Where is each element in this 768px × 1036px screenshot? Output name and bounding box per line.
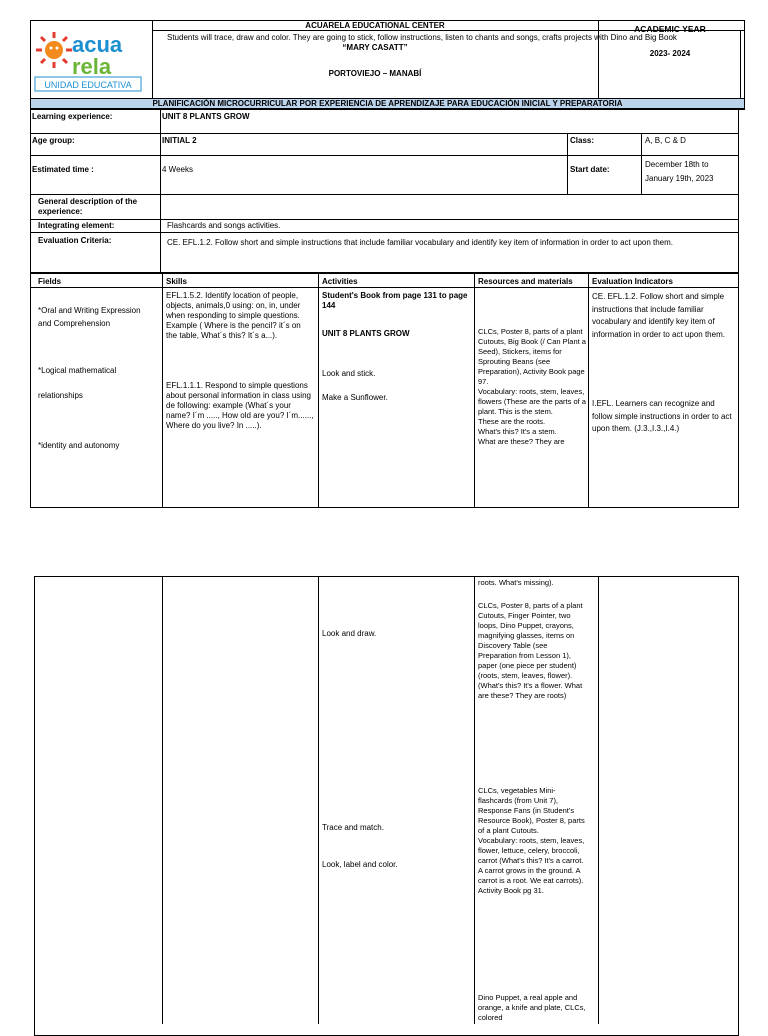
header-description: Students will trace, draw and color. They are going to stick, follow instructions, listen to chants and songs, crafts projects with Dino and Big Book <box>167 33 677 42</box>
resources-p2-3: Dino Puppet, a real apple and orange, a knife and plate, CLCs, colored <box>478 993 586 1022</box>
evaluation-criteria-label: Evaluation Criteria: <box>38 236 112 245</box>
resources-p2-2: CLCs, vegetables Mini-flashcards (from Unit 7), Response Fans (in Student's Resource Book), Poster 8, parts of a plant Cutouts. Vocabulary: roots, stem, leaves, flower, lettuce, celery, broccoli, carrot (What's this? It's a carrot. A carrot grows in the ground. A carrot is a root. We eat carrots). Activity Book pg 31. <box>478 786 585 895</box>
resources-p2-1: CLCs, Poster 8, parts of a plant Cutouts, Finger Pointer, two loops, Dino Puppet, crayons, magnifying glasses, items on Discovery Table (see Preparation from Lesson 1), paper (one piece per student) (roots, stem, leaves, flower). (What's this? It's a flower. What are these? They are roots) <box>478 601 583 700</box>
indicator-ce: CE. EFL.1.2. Follow short and simple instructions that include familiar vocabulary and identify key item of information in order to act upon them. <box>592 292 725 339</box>
header-skills: Skills <box>166 277 187 286</box>
resources-page1: CLCs, Poster 8, parts of a plant Cutouts, Big Book (/ Can Plant a Seed), Stickers, items for Sprouting Beans (see Preparation), Activity Book page 97. Vocabulary: roots, stem, leaves, flowers (These are the parts of a plant. This is the stem. These are the roots. What's this? It's a stem. What are these? They are <box>478 327 586 446</box>
school-logo <box>34 30 144 94</box>
school-location: PORTOVIEJO – MANABÍ <box>328 69 422 78</box>
resources-p2-0: roots. What's missing). <box>478 578 554 587</box>
academic-year: 2023- 2024 <box>649 49 691 58</box>
activity-sunflower: Make a Sunflower. <box>322 393 388 402</box>
header-resources: Resources and materials <box>478 277 573 286</box>
header-activities: Activities <box>322 277 358 286</box>
class-value: A, B, C & D <box>645 136 686 145</box>
activity-look-stick: Look and stick. <box>322 369 376 378</box>
school-name: “MARY CASATT” <box>342 43 408 52</box>
activity-look-draw: Look and draw. <box>322 629 377 638</box>
activity-unit: UNIT 8 PLANTS GROW <box>322 329 410 338</box>
field-logical: *Logical mathematical <box>38 366 117 375</box>
evaluation-criteria-value: CE. EFL.1.2. Follow short and simple instructions that include familiar vocabulary and identify key item of information in order to act upon them. <box>167 238 674 247</box>
age-group-value: INITIAL 2 <box>162 136 197 145</box>
school-title: ACUARELA EDUCATIONAL CENTER <box>305 21 445 30</box>
page2-table <box>34 576 739 1036</box>
field-relationships: relationships <box>38 391 83 400</box>
estimated-time-value: 4 Weeks <box>162 165 193 174</box>
header-fields: Fields <box>38 277 62 286</box>
learning-experience-value: UNIT 8 PLANTS GROW <box>162 112 250 121</box>
general-description-label: General description of the experience: <box>38 197 138 216</box>
logo-word-1: acua <box>72 32 123 57</box>
field-identity: *identity and autonomy <box>38 441 120 450</box>
skill-efl-152: EFL.1.5.2. Identify location of people, objects, animals,0 using: on, in, under when responding to simple questions. Example ( Where is the pencil? it´s on the table, What´s this? It´s a...). <box>166 291 301 340</box>
sun-icon <box>36 32 72 68</box>
integrating-element-value: Flashcards and songs activities. <box>167 221 281 230</box>
activity-trace-match: Trace and match. <box>322 823 384 832</box>
academic-year-label: ACADEMIC YEAR <box>634 24 706 34</box>
field-oral-writing: *Oral and Writing Expression and Comprehension <box>38 306 141 328</box>
class-label: Class: <box>570 136 595 145</box>
banner-title: PLANIFICACIÓN MICROCURRICULAR POR EXPERIENCIA DE APRENDIZAJE PARA EDUCACIÓN INICIAL Y PREPARATORIA <box>30 98 745 109</box>
activity-look-label-color: Look, label and color. <box>322 860 398 869</box>
skill-efl-111: EFL.1.1.1. Respond to simple questions about personal information in class using de following: example (What´s your name? I´m ....., How old are you? I´m......, Where do you live? In .....). <box>166 381 314 430</box>
logo-subtitle: UNIDAD EDUCATIVA <box>44 80 132 90</box>
start-date-value: December 18th to January 19th, 2023 <box>645 160 714 183</box>
estimated-time-label: Estimated time : <box>32 165 94 174</box>
age-group-label: Age group: <box>32 136 75 145</box>
header-evaluation: Evaluation Indicators <box>592 277 673 286</box>
logo-word-2: rela <box>72 54 112 79</box>
integrating-element-label: Integrating element: <box>38 221 115 230</box>
start-date-label: Start date: <box>570 165 610 174</box>
indicator-iefl: I.EFL. Learners can recognize and follow simple instructions in order to act upon them. (J.3.,I.3.,I.4.) <box>592 399 732 433</box>
activity-book-pages: Student's Book from page 131 to page 144 <box>322 291 468 310</box>
learning-experience-label: Learning experience: <box>32 112 113 121</box>
